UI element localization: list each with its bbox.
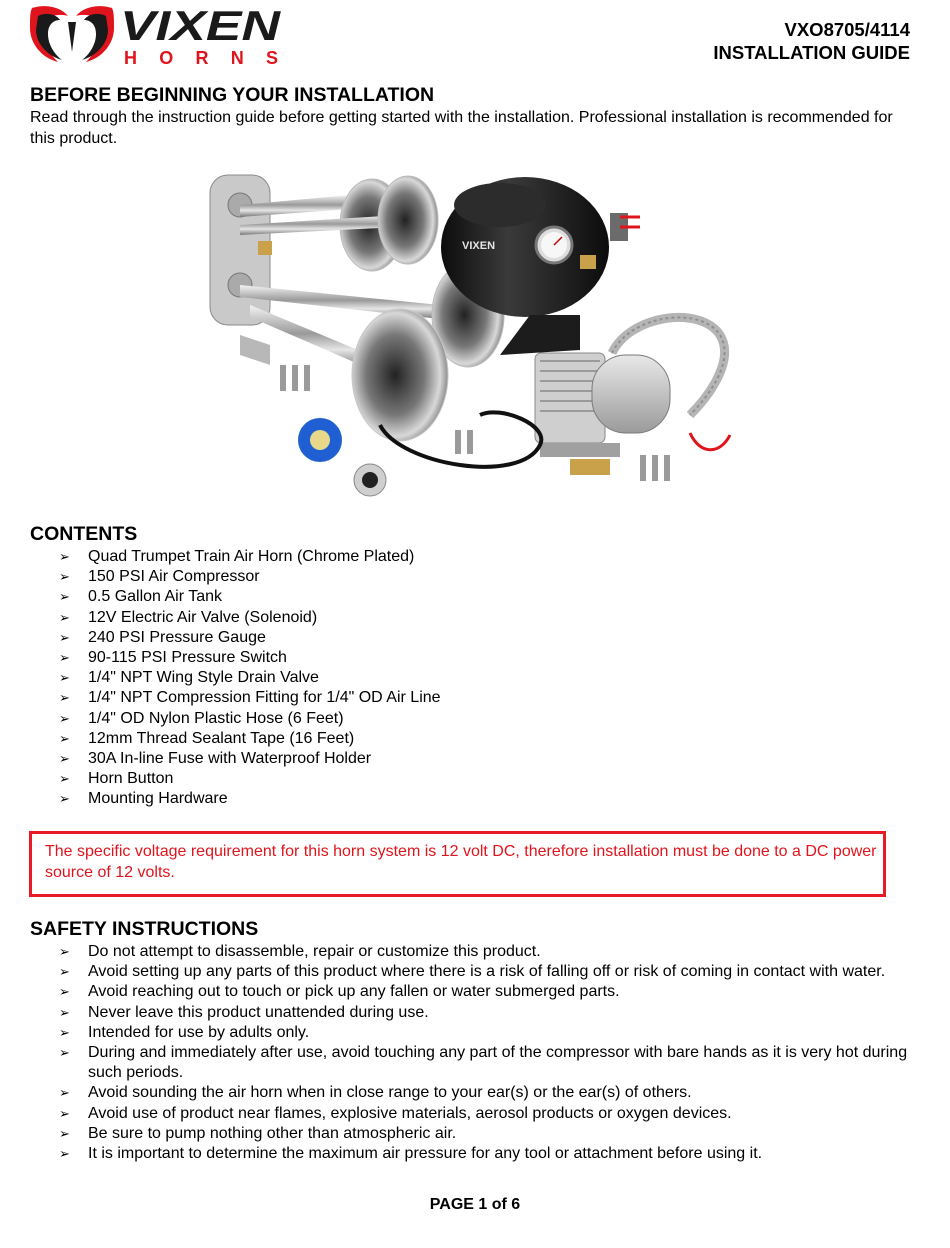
list-item-text: Horn Button: [88, 770, 174, 788]
arrow-bullet-icon: ➢: [59, 791, 70, 807]
list-item-text: Avoid setting up any parts of this product where there is a risk of falling off or risk of coming in contact with water.: [88, 963, 886, 981]
product-kit-image: [200, 165, 740, 505]
arrow-bullet-icon: ➢: [59, 944, 70, 959]
arrow-bullet-icon: ➢: [59, 1045, 70, 1061]
arrow-bullet-icon: ➢: [59, 984, 70, 1000]
arrow-bullet-icon: ➢: [59, 1125, 70, 1141]
list-item-text: 1/4" NPT Wing Style Drain Valve: [88, 669, 319, 687]
list-item-text: Avoid reaching out to touch or pick up any fallen or water submerged parts.: [88, 983, 620, 1001]
list-item: [0, 1083, 915, 1103]
arrow-bullet-icon: ➢: [59, 629, 70, 645]
list-item: [0, 1043, 915, 1083]
list-item: [0, 1003, 915, 1023]
arrow-bullet-icon: ➢: [59, 1024, 70, 1040]
vixen-horns-logo: [28, 2, 284, 68]
list-item-text: It is important to determine the maximum air pressure for any tool or attachment before using it.: [88, 1145, 763, 1163]
list-item-text: Mounting Hardware: [88, 790, 228, 808]
list-item: [0, 1023, 915, 1043]
list-item: [0, 749, 441, 769]
list-item-text: 30A In-line Fuse with Waterproof Holder: [88, 750, 372, 768]
list-item-text: 90-115 PSI Pressure Switch: [88, 649, 287, 667]
horn-emblem-icon: [30, 6, 114, 62]
list-item: [0, 608, 441, 628]
document-type: INSTALLATION GUIDE: [713, 42, 910, 63]
voltage-warning-text: The specific voltage requirement for this horn system is 12 volt DC, therefore installation must be done to a DC power source of 12 volts.: [45, 843, 877, 881]
before-text: Read through the instruction guide before getting started with the installation. Professional installation is recommended for this product.: [30, 109, 893, 147]
list-item-text: Intended for use by adults only.: [88, 1023, 310, 1041]
arrow-bullet-icon: ➢: [59, 549, 70, 564]
arrow-bullet-icon: ➢: [59, 751, 70, 767]
list-item-text: Avoid sounding the air horn when in close range to your ear(s) or the ear(s) of others.: [88, 1084, 692, 1102]
arrow-bullet-icon: ➢: [59, 1105, 70, 1121]
list-item: [0, 1124, 915, 1144]
arrow-bullet-icon: ➢: [59, 589, 70, 605]
contents-list: [0, 547, 441, 810]
before-title: BEFORE BEGINNING YOUR INSTALLATION: [30, 84, 435, 106]
list-item-text: 1/4" NPT Compression Fitting for 1/4" OD Air Line: [88, 689, 441, 707]
list-item: [0, 628, 441, 648]
list-item: [0, 1144, 915, 1164]
list-item-text: During and immediately after use, avoid touching any part of the compressor with bare hands as it is very hot during such periods.: [88, 1044, 908, 1082]
list-item: [0, 982, 915, 1002]
list-item: [0, 668, 441, 688]
arrow-bullet-icon: ➢: [59, 569, 70, 585]
page-number: PAGE 1 of 6: [429, 1196, 521, 1213]
document-number: VXO8705/4114: [784, 19, 910, 40]
arrow-bullet-icon: ➢: [59, 964, 70, 980]
list-item-text: 12mm Thread Sealant Tape (16 Feet): [88, 729, 355, 747]
list-item: [0, 648, 441, 668]
list-item: [0, 567, 441, 587]
logo-subtext: HORNS: [124, 48, 278, 68]
arrow-bullet-icon: ➢: [59, 1004, 70, 1020]
arrow-bullet-icon: ➢: [59, 730, 70, 746]
list-item-text: Be sure to pump nothing other than atmospheric air.: [88, 1124, 457, 1142]
list-item-text: Avoid use of product near flames, explosive materials, aerosol products or oxygen devices.: [88, 1104, 732, 1122]
list-item-text: 240 PSI Pressure Gauge: [88, 628, 266, 646]
arrow-bullet-icon: ➢: [59, 771, 70, 787]
list-item: [0, 587, 441, 607]
list-item-text: 1/4" OD Nylon Plastic Hose (6 Feet): [88, 709, 344, 727]
arrow-bullet-icon: ➢: [59, 609, 70, 625]
list-item-text: 12V Electric Air Valve (Solenoid): [88, 608, 318, 626]
arrow-bullet-icon: ➢: [59, 1085, 70, 1101]
list-item-text: Quad Trumpet Train Air Horn (Chrome Plated): [88, 548, 415, 565]
arrow-bullet-icon: ➢: [59, 1146, 70, 1162]
list-item-text: 0.5 Gallon Air Tank: [88, 588, 223, 606]
list-item-text: 150 PSI Air Compressor: [88, 568, 260, 586]
list-item: [0, 789, 441, 809]
logo-wordmark: VIXEN: [120, 2, 283, 49]
tank-logo: VIXEN: [462, 240, 496, 252]
voltage-warning-box: [29, 831, 886, 897]
safety-title: SAFETY INSTRUCTIONS: [30, 918, 259, 940]
list-item: [0, 729, 441, 749]
list-item: [0, 942, 915, 962]
page-header: [0, 0, 950, 80]
list-item: [0, 1104, 915, 1124]
list-item-text: Do not attempt to disassemble, repair or customize this product.: [88, 943, 541, 960]
arrow-bullet-icon: ➢: [59, 650, 70, 666]
list-item-text: Never leave this product unattended during use.: [88, 1003, 429, 1021]
list-item: [0, 962, 915, 982]
list-item: [0, 709, 441, 729]
safety-list: [0, 942, 915, 1164]
contents-title: CONTENTS: [30, 523, 138, 545]
list-item: [0, 547, 441, 567]
document-id-block: [713, 18, 910, 64]
list-item: [0, 769, 441, 789]
arrow-bullet-icon: ➢: [59, 690, 70, 706]
arrow-bullet-icon: ➢: [59, 670, 70, 686]
arrow-bullet-icon: ➢: [59, 710, 70, 726]
list-item: [0, 688, 441, 708]
